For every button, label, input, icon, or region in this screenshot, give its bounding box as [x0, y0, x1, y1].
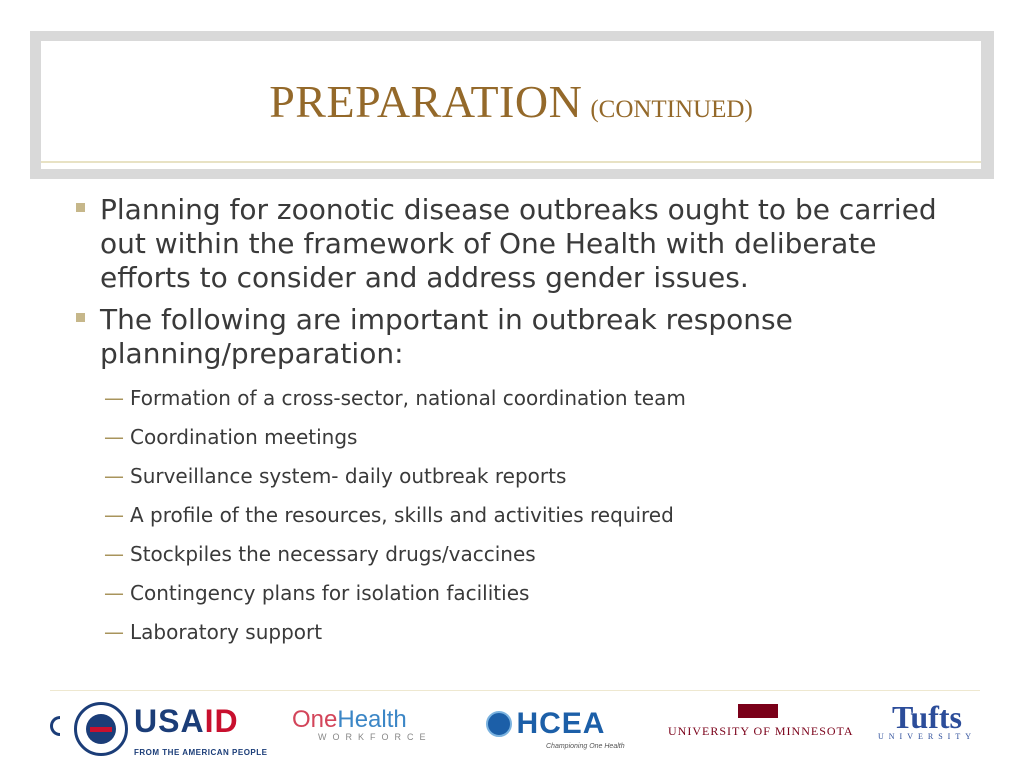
tufts-logo [878, 699, 976, 741]
tufts-tagline: UNIVERSITY [878, 732, 976, 741]
slide-title-main: PREPARATION [269, 76, 583, 127]
bullet-text: The following are important in outbreak response planning/preparation: [100, 303, 793, 370]
ohw-tagline: WORKFORCE [318, 732, 432, 742]
dash-icon: — [104, 503, 124, 527]
dash-icon: — [104, 425, 124, 449]
bullet-item [72, 303, 972, 371]
sub-bullet-item [104, 535, 972, 574]
partial-logo-icon [50, 716, 60, 736]
usaid-text-main: USA [134, 703, 205, 739]
sub-bullet-text: Coordination meetings [130, 425, 358, 449]
ohw-one-text: One [292, 706, 338, 733]
footer-divider [50, 690, 980, 691]
sub-bullet-item [104, 613, 972, 652]
hcea-tagline: Championing One Health [546, 743, 625, 750]
sub-bullet-item [104, 574, 972, 613]
sub-bullet-item [104, 496, 972, 535]
title-box [41, 41, 981, 169]
dash-icon: — [104, 581, 124, 605]
seal-band [90, 727, 112, 732]
globe-icon [486, 711, 512, 737]
one-health-workforce-logo [292, 706, 432, 742]
sub-bullet-text: Surveillance system- daily outbreak reports [130, 464, 567, 488]
bullet-text: Planning for zoonotic disease outbreaks ought to be carried out within the framework of One Health with deliberate efforts to consider and address gender issues. [100, 193, 937, 294]
dash-icon: — [104, 464, 124, 488]
dash-icon: — [104, 386, 124, 410]
hcea-text: HCEA [516, 707, 606, 740]
dash-icon: — [104, 620, 124, 644]
bullet-item [72, 193, 972, 295]
footer-logos [0, 692, 1024, 768]
sub-bullet-text: A profile of the resources, skills and activities required [130, 503, 674, 527]
ohw-health-text: Health [337, 706, 407, 733]
sub-bullet-item [104, 379, 972, 418]
umn-m-icon [738, 704, 778, 718]
sub-bullet-list [72, 379, 972, 652]
usaid-text-accent: ID [204, 703, 239, 739]
title-divider [41, 161, 981, 163]
sub-bullet-item [104, 457, 972, 496]
sub-bullet-text: Formation of a cross-sector, national coordination team [130, 386, 686, 410]
umn-text: UNIVERSITY OF MINNESOTA [668, 724, 854, 738]
university-of-minnesota-logo [668, 704, 854, 739]
slide-title [41, 75, 981, 128]
sub-bullet-item [104, 418, 972, 457]
tufts-text: Tufts [892, 699, 962, 735]
bullet-square-icon [76, 203, 85, 212]
bullet-square-icon [76, 313, 85, 322]
slide-content [72, 193, 972, 652]
usaid-logo [134, 703, 268, 757]
sub-bullet-text: Contingency plans for isolation facilities [130, 581, 530, 605]
title-frame [30, 31, 994, 179]
sub-bullet-text: Stockpiles the necessary drugs/vaccines [130, 542, 536, 566]
usaid-tagline: FROM THE AMERICAN PEOPLE [134, 748, 268, 757]
sub-bullet-text: Laboratory support [130, 620, 323, 644]
ohcea-logo [486, 707, 625, 750]
slide-title-suffix: (CONTINUED) [590, 96, 753, 123]
dash-icon: — [104, 542, 124, 566]
usaid-seal-icon [74, 702, 128, 756]
